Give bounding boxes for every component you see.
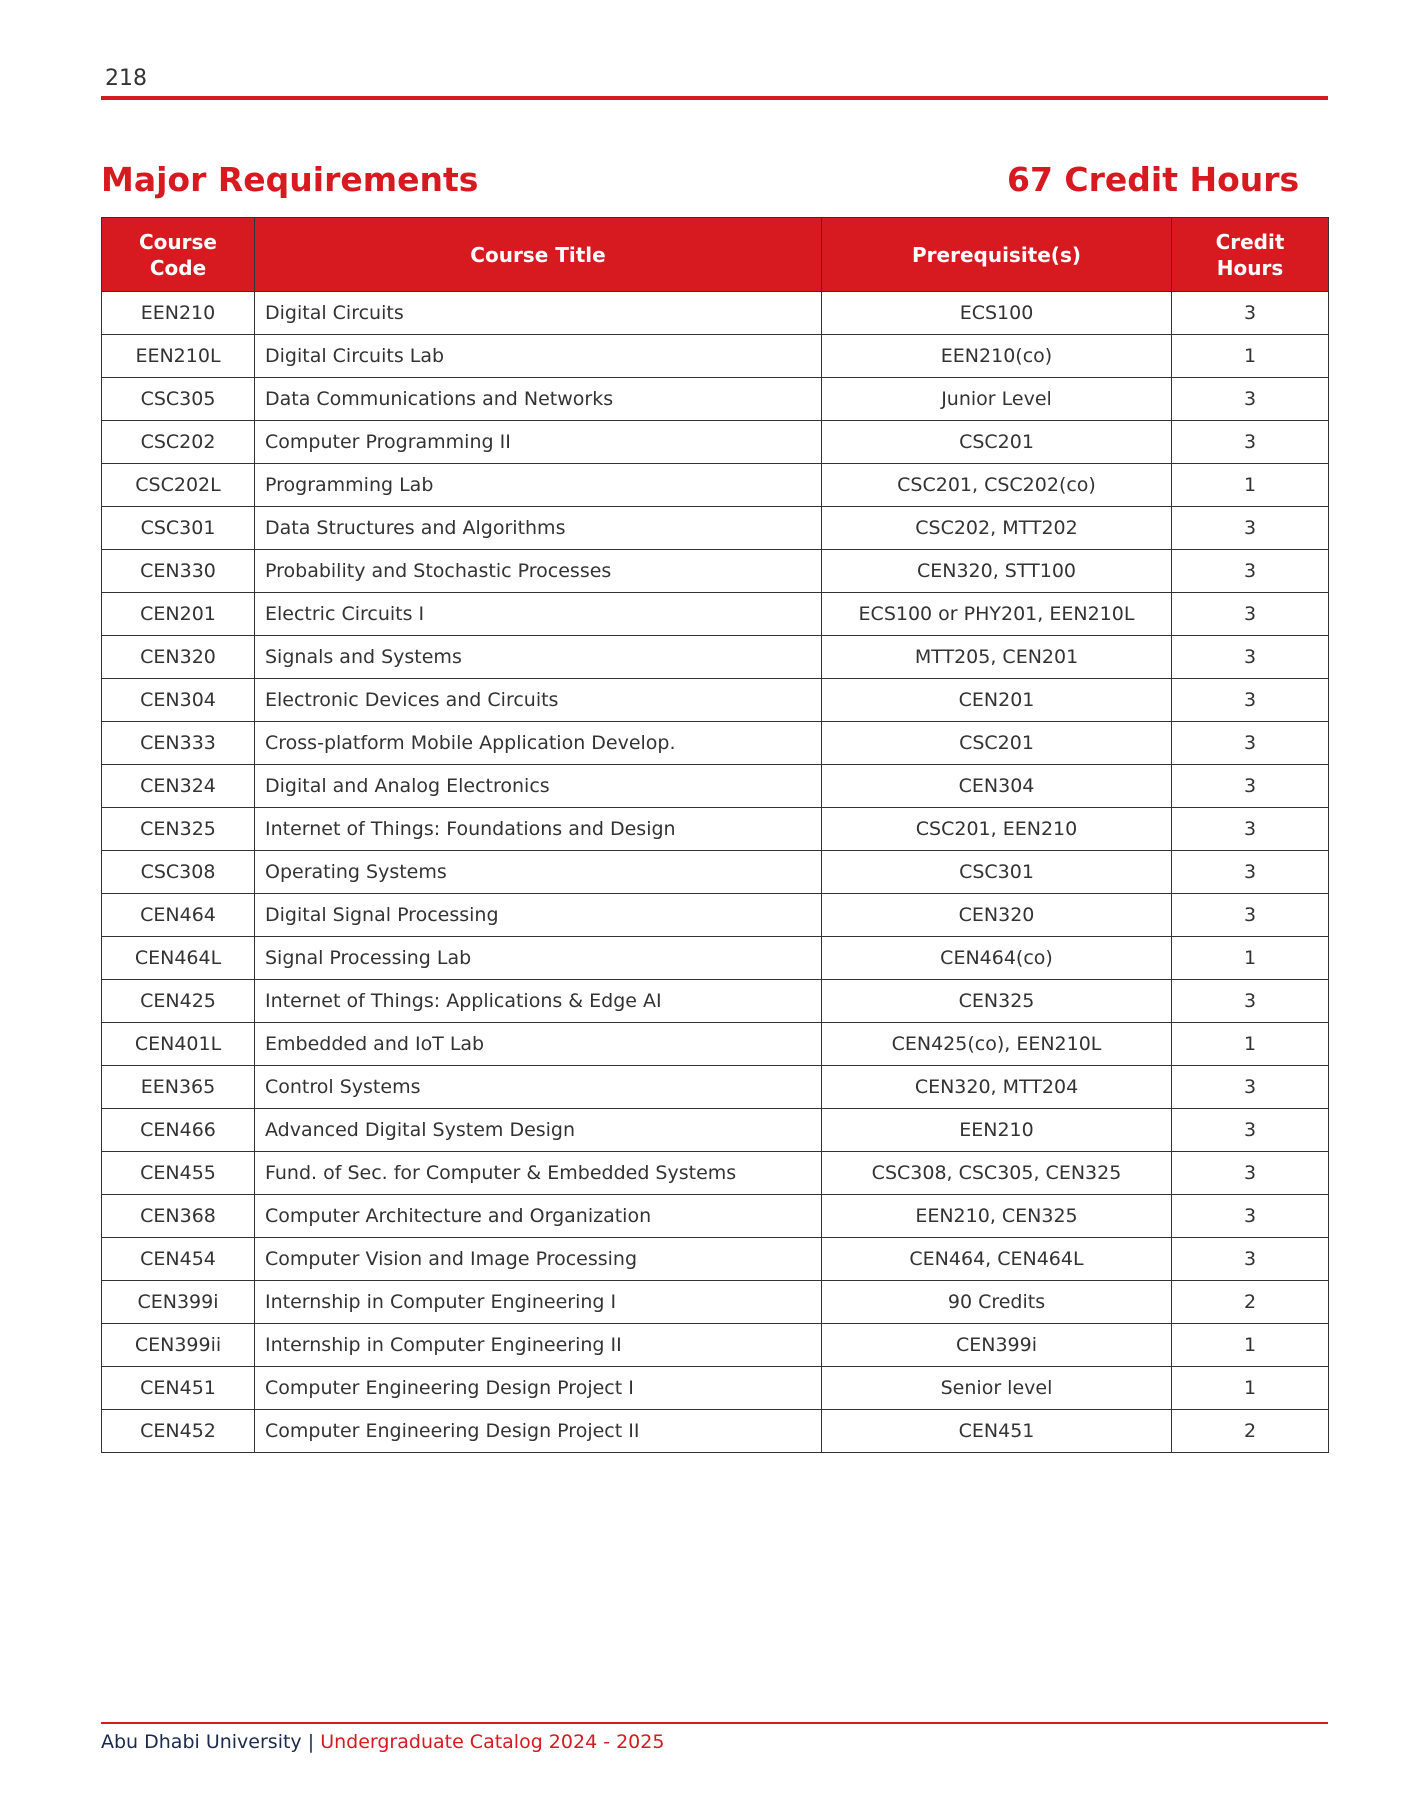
- prerequisite-cell: EEN210(co): [822, 335, 1172, 378]
- course-code-cell: EEN365: [102, 1066, 255, 1109]
- prerequisite-cell: EEN210, CEN325: [822, 1195, 1172, 1238]
- credit-hours-cell: 3: [1172, 808, 1329, 851]
- table-row: [102, 292, 1329, 335]
- credit-hours-cell: 3: [1172, 1152, 1329, 1195]
- course-code-cell: CEN201: [102, 593, 255, 636]
- table-row: [102, 1281, 1329, 1324]
- course-code-cell: CEN399i: [102, 1281, 255, 1324]
- course-title-cell: Digital and Analog Electronics: [255, 765, 822, 808]
- section-title: Major Requirements: [101, 160, 479, 199]
- header-credit-hours: Credit Hours: [1172, 218, 1329, 292]
- table-row: [102, 421, 1329, 464]
- credit-hours-cell: 2: [1172, 1281, 1329, 1324]
- prerequisite-cell: CSC308, CSC305, CEN325: [822, 1152, 1172, 1195]
- prerequisite-cell: Junior Level: [822, 378, 1172, 421]
- course-code-cell: CEN466: [102, 1109, 255, 1152]
- course-code-cell: CEN464: [102, 894, 255, 937]
- credit-hours-cell: 3: [1172, 1066, 1329, 1109]
- course-code-cell: CEN333: [102, 722, 255, 765]
- prerequisite-cell: CEN201: [822, 679, 1172, 722]
- course-code-cell: CSC202: [102, 421, 255, 464]
- course-code-cell: CEN304: [102, 679, 255, 722]
- table-row: [102, 464, 1329, 507]
- course-title-cell: Computer Vision and Image Processing: [255, 1238, 822, 1281]
- course-title-cell: Embedded and IoT Lab: [255, 1023, 822, 1066]
- table-header-row: [102, 218, 1329, 292]
- prerequisite-cell: ECS100: [822, 292, 1172, 335]
- footer-university: Abu Dhabi University: [101, 1731, 302, 1753]
- prerequisite-cell: CEN425(co), EEN210L: [822, 1023, 1172, 1066]
- credit-hours-cell: 3: [1172, 507, 1329, 550]
- course-code-cell: CSC305: [102, 378, 255, 421]
- footer: [101, 1729, 664, 1755]
- course-title-cell: Electronic Devices and Circuits: [255, 679, 822, 722]
- course-title-cell: Digital Circuits Lab: [255, 335, 822, 378]
- credit-hours-cell: 3: [1172, 851, 1329, 894]
- table-row: [102, 808, 1329, 851]
- prerequisite-cell: CSC201: [822, 722, 1172, 765]
- prerequisite-cell: CEN320, MTT204: [822, 1066, 1172, 1109]
- course-title-cell: Electric Circuits I: [255, 593, 822, 636]
- header-course-code: Course Code: [102, 218, 255, 292]
- credit-hours-cell: 3: [1172, 421, 1329, 464]
- table-row: [102, 1066, 1329, 1109]
- credit-hours-cell: 1: [1172, 464, 1329, 507]
- credit-hours-cell: 3: [1172, 378, 1329, 421]
- credit-hours-cell: 3: [1172, 722, 1329, 765]
- course-code-cell: CEN464L: [102, 937, 255, 980]
- credit-hours-cell: 1: [1172, 1324, 1329, 1367]
- course-title-cell: Internship in Computer Engineering I: [255, 1281, 822, 1324]
- course-title-cell: Operating Systems: [255, 851, 822, 894]
- footer-catalog: Undergraduate Catalog 2024 - 2025: [320, 1731, 665, 1753]
- course-code-cell: CSC308: [102, 851, 255, 894]
- credit-hours-cell: 1: [1172, 1367, 1329, 1410]
- prerequisite-cell: CEN325: [822, 980, 1172, 1023]
- course-title-cell: Computer Architecture and Organization: [255, 1195, 822, 1238]
- course-title-cell: Digital Circuits: [255, 292, 822, 335]
- prerequisite-cell: CSC202, MTT202: [822, 507, 1172, 550]
- course-title-cell: Computer Programming II: [255, 421, 822, 464]
- credit-hours-cell: 3: [1172, 1238, 1329, 1281]
- table-body: [102, 292, 1329, 1453]
- table-row: [102, 1109, 1329, 1152]
- course-code-cell: CEN451: [102, 1367, 255, 1410]
- course-code-cell: CEN320: [102, 636, 255, 679]
- course-title-cell: Signal Processing Lab: [255, 937, 822, 980]
- credit-hours-cell: 1: [1172, 335, 1329, 378]
- table-row: [102, 1023, 1329, 1066]
- course-title-cell: Signals and Systems: [255, 636, 822, 679]
- course-code-cell: CEN330: [102, 550, 255, 593]
- table-row: [102, 980, 1329, 1023]
- table-row: [102, 636, 1329, 679]
- table-row: [102, 1367, 1329, 1410]
- course-code-cell: CEN324: [102, 765, 255, 808]
- credit-hours-total: 67 Credit Hours: [1007, 160, 1300, 199]
- course-code-cell: CEN455: [102, 1152, 255, 1195]
- page-number: 218: [105, 66, 147, 91]
- credit-hours-cell: 1: [1172, 937, 1329, 980]
- course-title-cell: Internet of Things: Applications & Edge AI: [255, 980, 822, 1023]
- prerequisite-cell: CEN451: [822, 1410, 1172, 1453]
- credit-hours-cell: 1: [1172, 1023, 1329, 1066]
- prerequisite-cell: CSC201: [822, 421, 1172, 464]
- table-row: [102, 378, 1329, 421]
- course-code-cell: EEN210L: [102, 335, 255, 378]
- course-title-cell: Control Systems: [255, 1066, 822, 1109]
- credit-hours-cell: 3: [1172, 593, 1329, 636]
- prerequisite-cell: CEN320, STT100: [822, 550, 1172, 593]
- header-course-title: Course Title: [255, 218, 822, 292]
- table-row: [102, 894, 1329, 937]
- credit-hours-cell: 3: [1172, 980, 1329, 1023]
- course-title-cell: Computer Engineering Design Project I: [255, 1367, 822, 1410]
- credit-hours-cell: 3: [1172, 636, 1329, 679]
- header-prerequisites: Prerequisite(s): [822, 218, 1172, 292]
- table-row: [102, 550, 1329, 593]
- credit-hours-cell: 3: [1172, 550, 1329, 593]
- credit-hours-cell: 3: [1172, 679, 1329, 722]
- table-row: [102, 937, 1329, 980]
- table-row: [102, 1195, 1329, 1238]
- course-code-cell: CSC301: [102, 507, 255, 550]
- course-title-cell: Internet of Things: Foundations and Design: [255, 808, 822, 851]
- prerequisite-cell: CSC301: [822, 851, 1172, 894]
- table-row: [102, 679, 1329, 722]
- header-divider: [101, 96, 1328, 100]
- prerequisite-cell: CEN304: [822, 765, 1172, 808]
- table-row: [102, 1238, 1329, 1281]
- footer-divider: [101, 1722, 1328, 1724]
- table-row: [102, 1152, 1329, 1195]
- course-code-cell: CEN401L: [102, 1023, 255, 1066]
- course-title-cell: Internship in Computer Engineering II: [255, 1324, 822, 1367]
- course-code-cell: CEN454: [102, 1238, 255, 1281]
- course-title-cell: Data Structures and Algorithms: [255, 507, 822, 550]
- credit-hours-cell: 3: [1172, 894, 1329, 937]
- course-code-cell: CEN425: [102, 980, 255, 1023]
- table-row: [102, 765, 1329, 808]
- prerequisite-cell: CEN464, CEN464L: [822, 1238, 1172, 1281]
- credit-hours-cell: 2: [1172, 1410, 1329, 1453]
- course-title-cell: Digital Signal Processing: [255, 894, 822, 937]
- prerequisite-cell: CSC201, EEN210: [822, 808, 1172, 851]
- course-title-cell: Data Communications and Networks: [255, 378, 822, 421]
- footer-separator: |: [307, 1731, 315, 1753]
- prerequisite-cell: EEN210: [822, 1109, 1172, 1152]
- table-row: [102, 507, 1329, 550]
- course-code-cell: CEN399ii: [102, 1324, 255, 1367]
- table-row: [102, 851, 1329, 894]
- table-row: [102, 593, 1329, 636]
- prerequisite-cell: Senior level: [822, 1367, 1172, 1410]
- credit-hours-cell: 3: [1172, 292, 1329, 335]
- prerequisite-cell: MTT205, CEN201: [822, 636, 1172, 679]
- course-code-cell: EEN210: [102, 292, 255, 335]
- course-title-cell: Cross-platform Mobile Application Develop.: [255, 722, 822, 765]
- course-title-cell: Computer Engineering Design Project II: [255, 1410, 822, 1453]
- course-code-cell: CEN325: [102, 808, 255, 851]
- prerequisite-cell: CSC201, CSC202(co): [822, 464, 1172, 507]
- table-row: [102, 1324, 1329, 1367]
- course-title-cell: Probability and Stochastic Processes: [255, 550, 822, 593]
- course-code-cell: CEN368: [102, 1195, 255, 1238]
- credit-hours-cell: 3: [1172, 1195, 1329, 1238]
- course-title-cell: Fund. of Sec. for Computer & Embedded Systems: [255, 1152, 822, 1195]
- course-code-cell: CEN452: [102, 1410, 255, 1453]
- course-code-cell: CSC202L: [102, 464, 255, 507]
- prerequisite-cell: CEN399i: [822, 1324, 1172, 1367]
- major-requirements-table: [101, 217, 1329, 1453]
- prerequisite-cell: CEN320: [822, 894, 1172, 937]
- prerequisite-cell: 90 Credits: [822, 1281, 1172, 1324]
- table-row: [102, 722, 1329, 765]
- credit-hours-cell: 3: [1172, 1109, 1329, 1152]
- course-title-cell: Programming Lab: [255, 464, 822, 507]
- prerequisite-cell: ECS100 or PHY201, EEN210L: [822, 593, 1172, 636]
- table-row: [102, 1410, 1329, 1453]
- credit-hours-cell: 3: [1172, 765, 1329, 808]
- table-row: [102, 335, 1329, 378]
- prerequisite-cell: CEN464(co): [822, 937, 1172, 980]
- course-title-cell: Advanced Digital System Design: [255, 1109, 822, 1152]
